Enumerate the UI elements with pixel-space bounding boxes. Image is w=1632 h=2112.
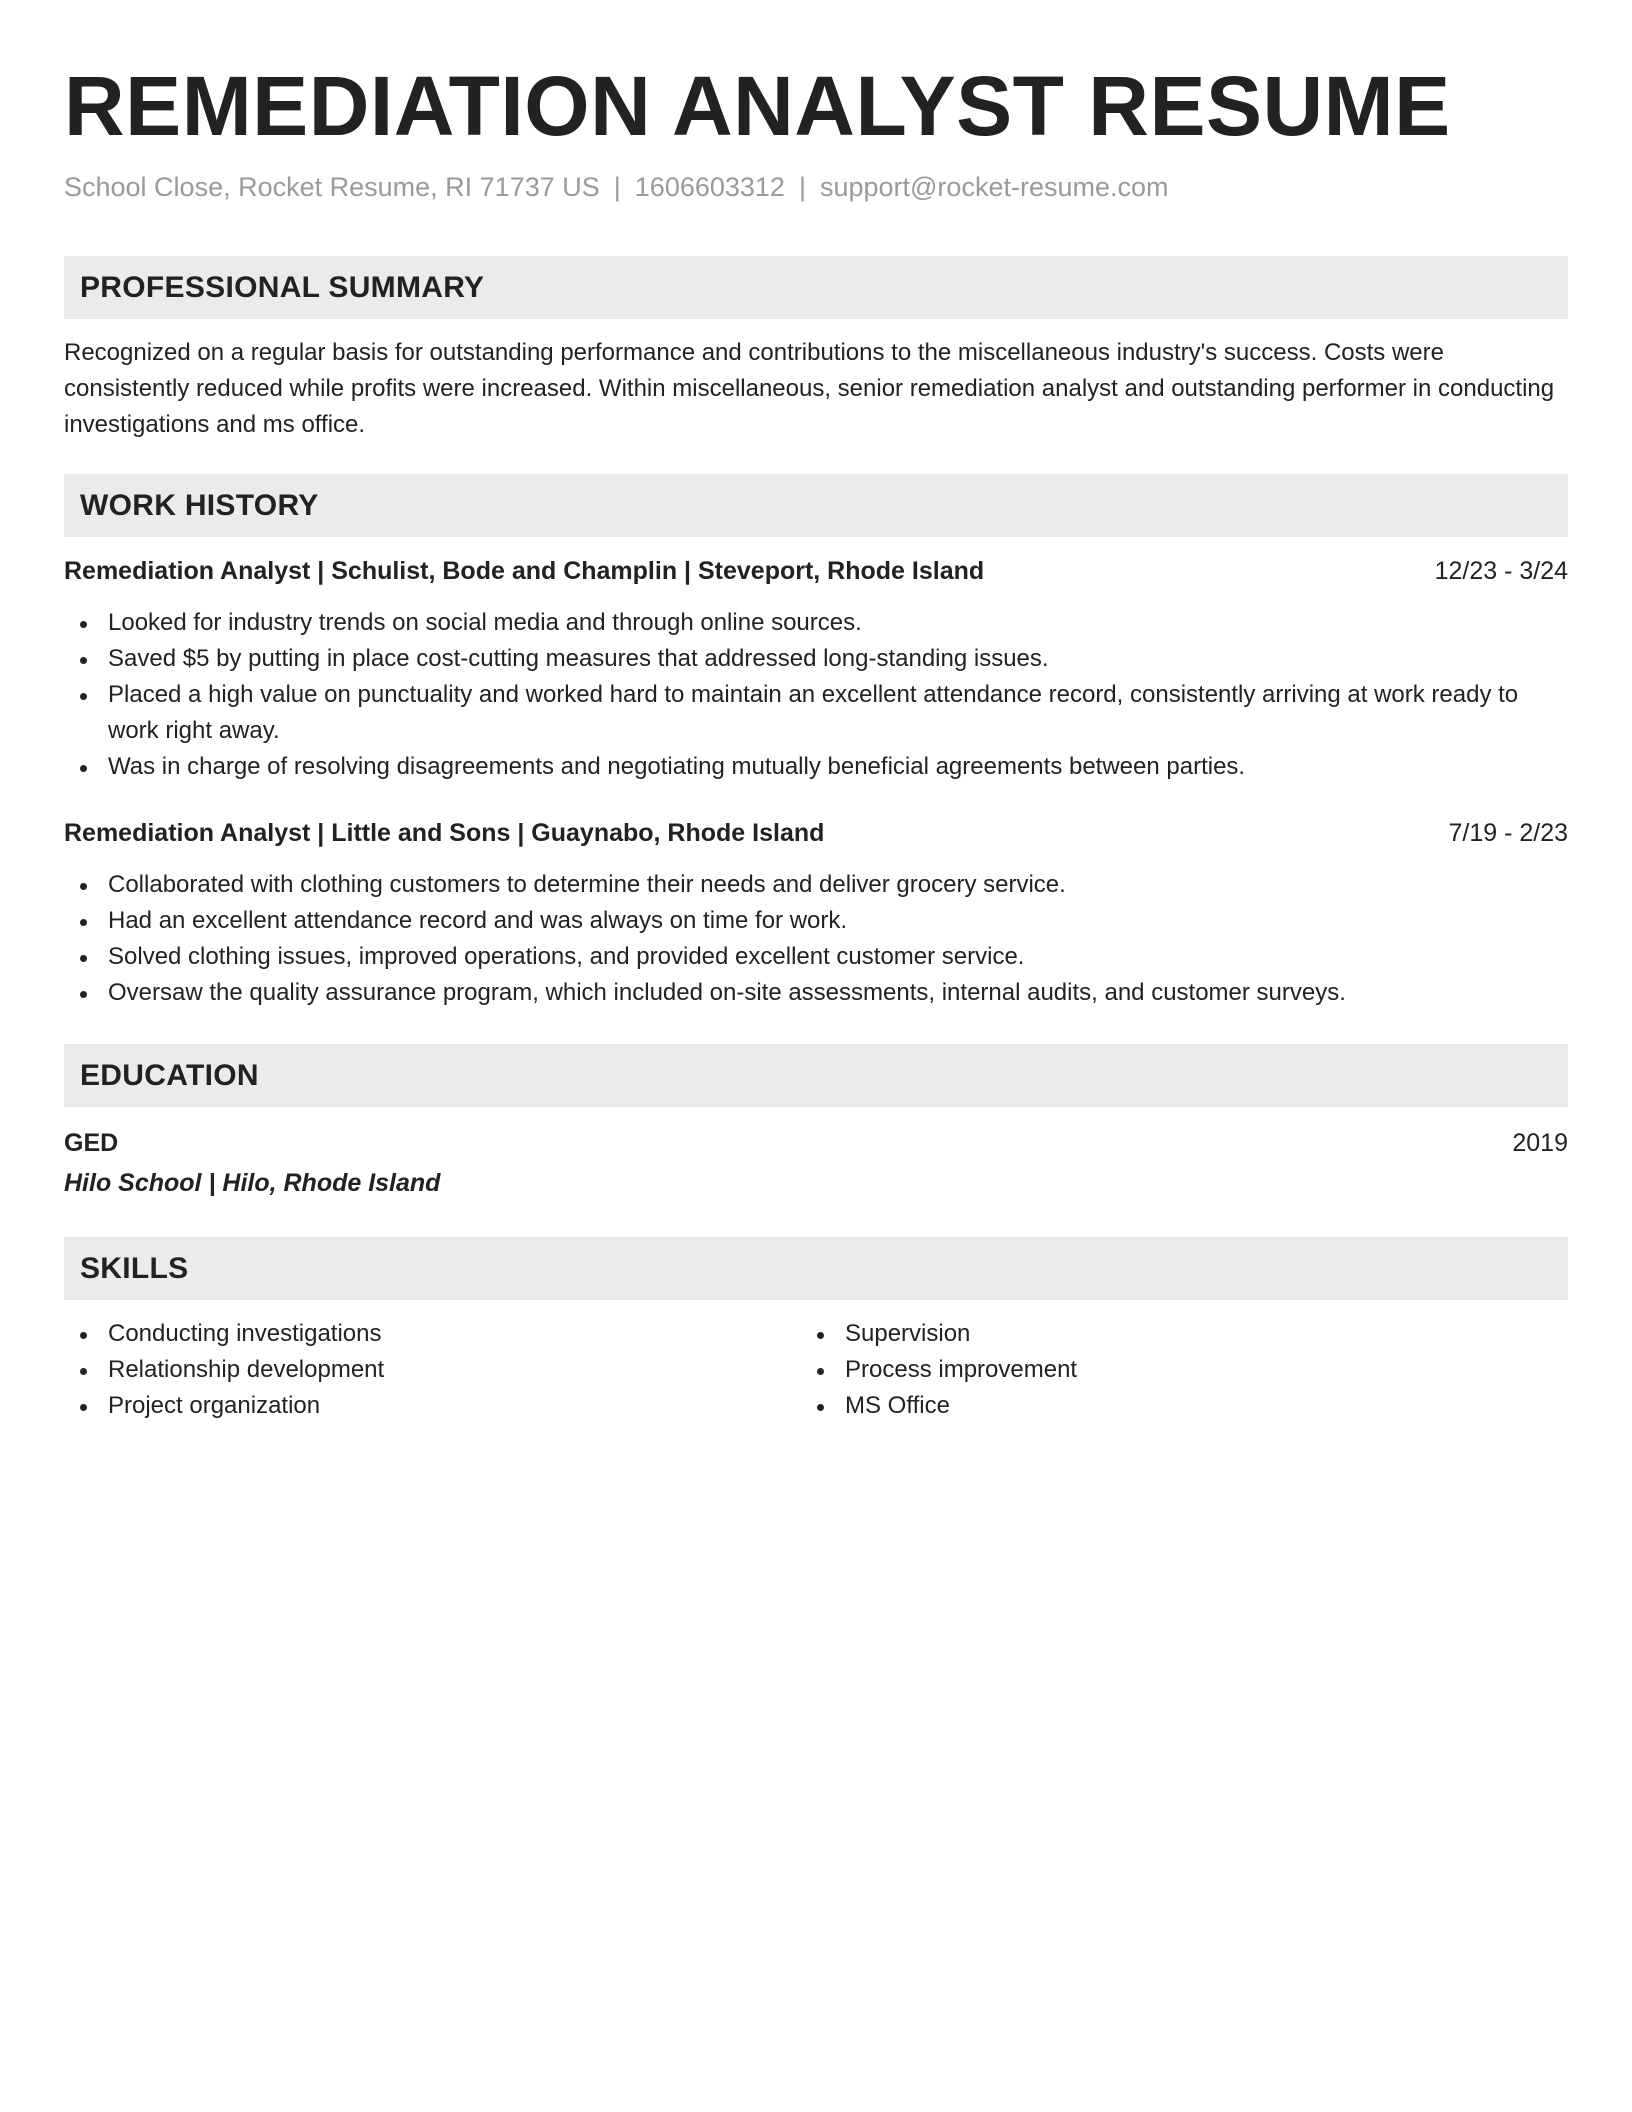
education-degree: GED: [64, 1129, 119, 1157]
skill-item: Conducting investigations: [64, 1316, 801, 1352]
section-heading-skills: SKILLS: [64, 1237, 1568, 1300]
skills-list: [801, 1316, 1538, 1424]
contact-line: [64, 170, 1568, 204]
skills-column-right: [801, 1316, 1538, 1424]
job-dates: 7/19 - 2/23: [1448, 819, 1568, 847]
skills-list: [64, 1316, 801, 1424]
resume-title: REMEDIATION ANALYST RESUME: [64, 59, 1451, 153]
skill-item: Supervision: [801, 1316, 1538, 1352]
job-bullet: Collaborated with clothing customers to determine their needs and deliver grocery service.: [64, 867, 1568, 903]
contact-address: School Close, Rocket Resume, RI 71737 US: [64, 172, 600, 202]
skill-item: Relationship development: [64, 1352, 801, 1388]
job-bullet: Placed a high value on punctuality and worked hard to maintain an excellent attendance record, consistently arriving at work ready to work right away.: [64, 677, 1568, 749]
job-bullet: Had an excellent attendance record and was always on time for work.: [64, 903, 1568, 939]
job-bullet: Looked for industry trends on social media and through online sources.: [64, 605, 1568, 641]
job-bullet: Oversaw the quality assurance program, which included on-site assessments, internal audits, and customer surveys.: [64, 975, 1568, 1011]
section-heading-education: EDUCATION: [64, 1044, 1568, 1107]
skills-column-left: [64, 1316, 801, 1424]
skills-grid: [64, 1316, 1568, 1424]
contact-email: support@rocket-resume.com: [819, 172, 1169, 202]
job-bullet: Saved $5 by putting in place cost-cutting measures that addressed long-standing issues.: [64, 641, 1568, 677]
job-entry-header: [64, 815, 1568, 851]
job-title: Remediation Analyst | Schulist, Bode and Champlin | Steveport, Rhode Island: [64, 557, 985, 585]
job-title: Remediation Analyst | Little and Sons | Guaynabo, Rhode Island: [64, 819, 825, 847]
section-heading-work-history: WORK HISTORY: [64, 474, 1568, 537]
resume-page: [64, 56, 1568, 1424]
job-dates: 12/23 - 3/24: [1434, 557, 1568, 585]
job-entry-header: [64, 553, 1568, 589]
job-bullet-list: [64, 605, 1568, 785]
job-bullet: Was in charge of resolving disagreements and negotiating mutually beneficial agreements between parties.: [64, 749, 1568, 785]
section-heading-professional-summary: PROFESSIONAL SUMMARY: [64, 256, 1568, 319]
skill-item: Project organization: [64, 1388, 801, 1424]
education-entry-header: [64, 1125, 1568, 1161]
contact-phone: 1606603312: [634, 172, 785, 202]
job-bullet-list: [64, 867, 1568, 1011]
contact-separator: |: [798, 172, 806, 202]
skill-item: MS Office: [801, 1388, 1538, 1424]
summary-text: Recognized on a regular basis for outstanding performance and contributions to the miscellaneous industry's success. Costs were consistently reduced while profits were increased. Within miscellaneous, senior remediation analyst and outstanding performer in conducting investigations and ms office.: [64, 339, 1555, 438]
education-school: Hilo School | Hilo, Rhode Island: [64, 1169, 441, 1197]
contact-separator: |: [613, 172, 621, 202]
skill-item: Process improvement: [801, 1352, 1538, 1388]
job-bullet: Solved clothing issues, improved operations, and provided excellent customer service.: [64, 939, 1568, 975]
education-year: 2019: [1512, 1129, 1568, 1157]
